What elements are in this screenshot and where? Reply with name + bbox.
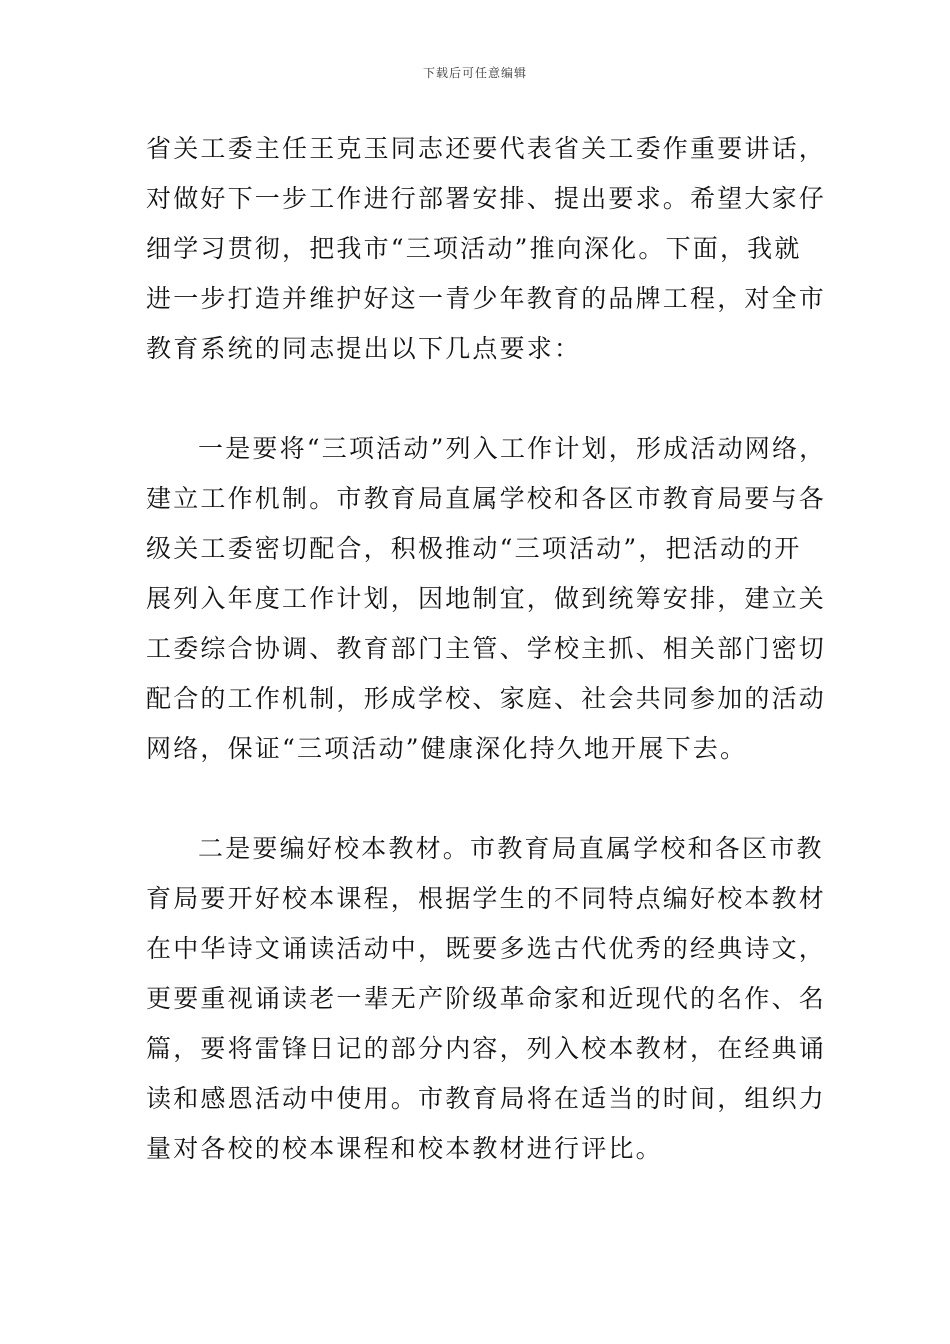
paragraph-intro <box>146 124 827 374</box>
paragraph-line: 读和感恩活动中使用。市教育局将在适当的时间，组织力 <box>146 1084 827 1113</box>
paragraph-line: 网络，保证“三项活动”健康深化持久地开展下去。 <box>146 734 748 763</box>
paragraph-line: 更要重视诵读老一辈无产阶级革命家和近现代的名作、名 <box>146 984 827 1013</box>
paragraph-line: 篇，要将雷锋日记的部分内容，列入校本教材，在经典诵 <box>146 1034 827 1063</box>
paragraph-line: 教育系统的同志提出以下几点要求： <box>146 334 582 363</box>
paragraph-line: 一是要将“三项活动”列入工作计划，形成活动网络， <box>198 434 827 463</box>
paragraph-line: 育局要开好校本课程，根据学生的不同特点编好校本教材 <box>146 884 827 913</box>
paragraph-line: 工委综合协调、教育部门主管、学校主抓、相关部门密切 <box>146 634 827 663</box>
paragraph-line: 级关工委密切配合，积极推动“三项活动”，把活动的开 <box>146 534 802 563</box>
paragraph-line: 省关工委主任王克玉同志还要代表省关工委作重要讲话， <box>146 134 827 163</box>
header-note: 下载后可任意编辑 <box>422 66 527 80</box>
paragraph-line: 对做好下一步工作进行部署安排、提出要求。希望大家仔 <box>146 184 827 213</box>
paragraph-line: 二是要编好校本教材。市教育局直属学校和各区市教 <box>198 834 824 863</box>
paragraph-line: 在中华诗文诵读活动中，既要多选古代优秀的经典诗文， <box>146 934 827 963</box>
paragraph-line: 建立工作机制。市教育局直属学校和各区市教育局要与各 <box>146 484 827 513</box>
paragraph-line: 展列入年度工作计划，因地制宜，做到统筹安排，建立关 <box>146 584 827 613</box>
paragraph-line: 进一步打造并维护好这一青少年教育的品牌工程，对全市 <box>146 284 827 313</box>
paragraph-spacer <box>146 774 806 824</box>
paragraph-line: 量对各校的校本课程和校本教材进行评比。 <box>146 1134 663 1163</box>
paragraph-line: 细学习贯彻，把我市“三项活动”推向深化。下面，我就 <box>146 234 802 263</box>
document-body <box>146 124 827 1174</box>
paragraph-line: 配合的工作机制，形成学校、家庭、社会共同参加的活动 <box>146 684 827 713</box>
paragraph-work-plan <box>146 424 827 774</box>
paragraph-spacer <box>146 374 806 424</box>
paragraph-textbooks <box>146 824 827 1174</box>
